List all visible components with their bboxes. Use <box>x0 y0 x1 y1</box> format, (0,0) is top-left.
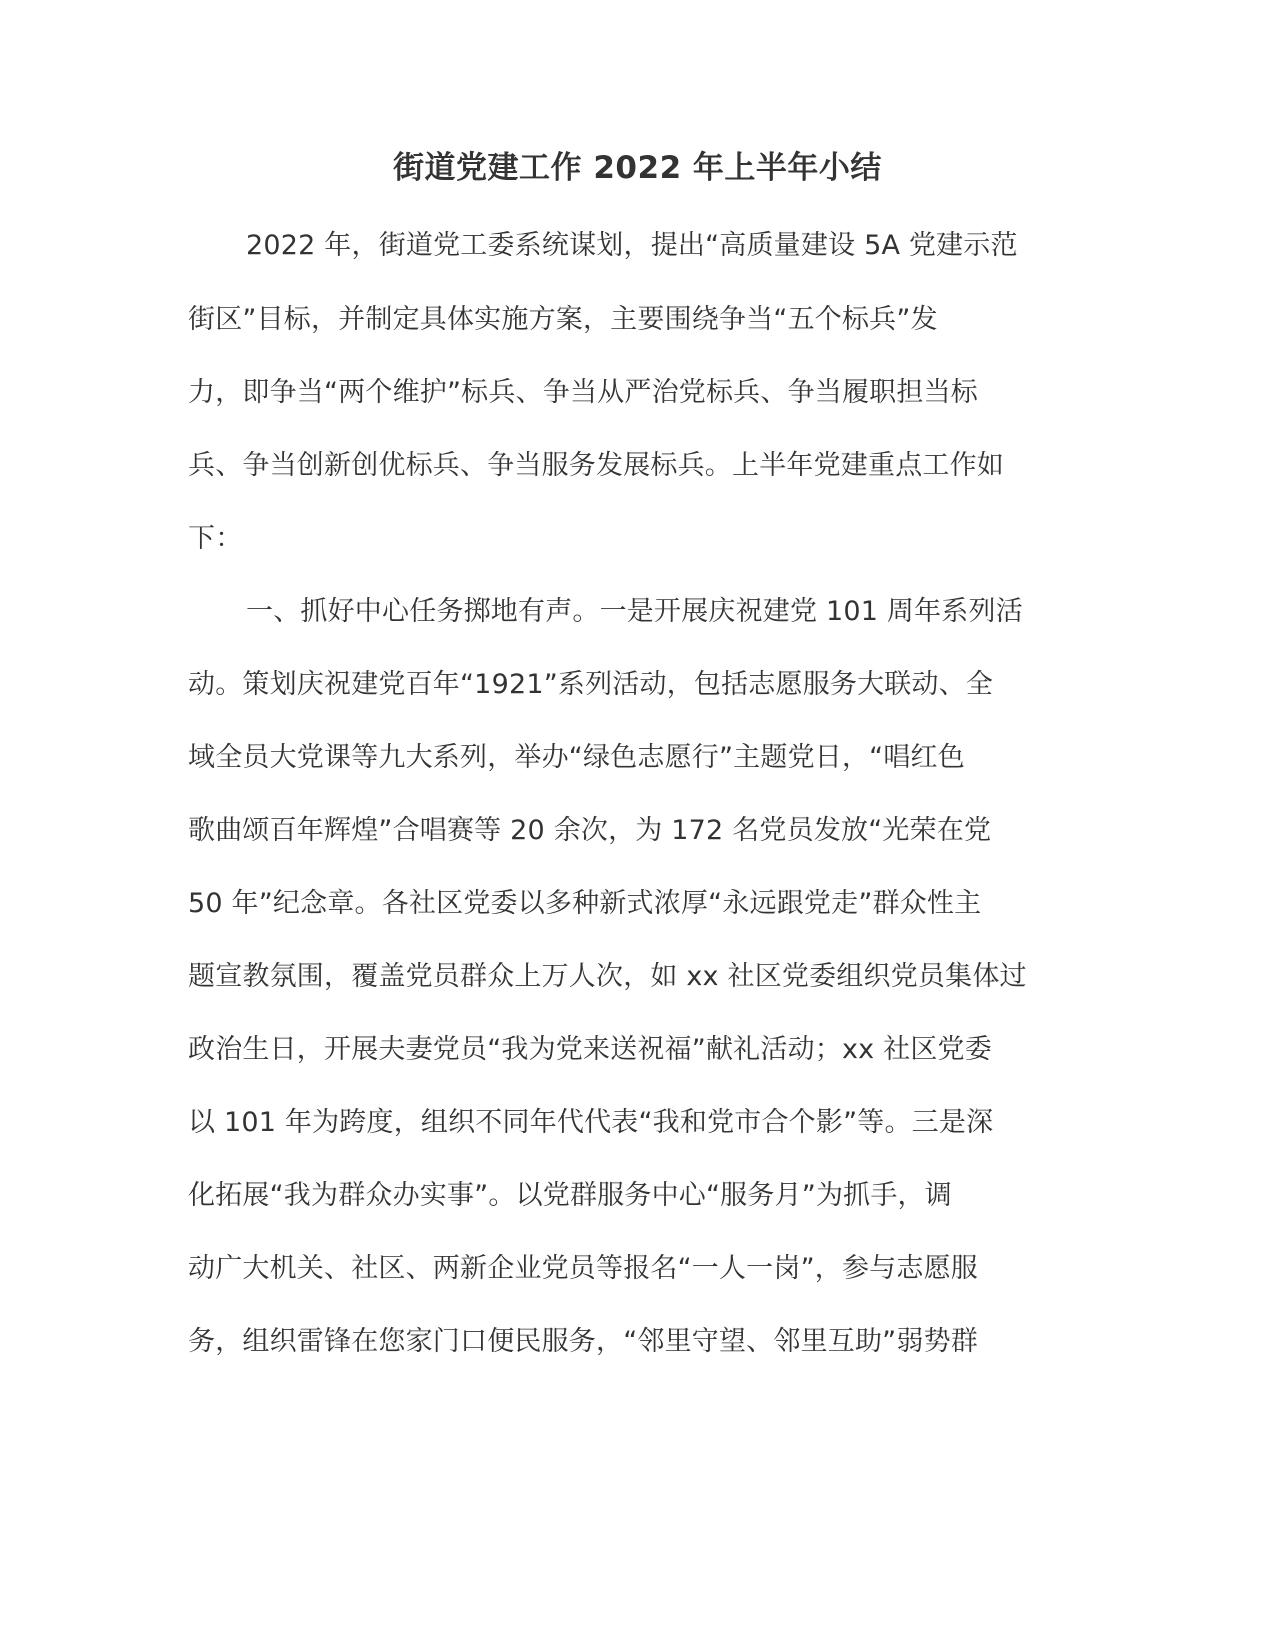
paragraph-2-line-10: 动广大机关、社区、两新企业党员等报名“一人一岗”，参与志愿服 <box>188 1253 978 1284</box>
paragraph-2-line-7: 政治生日，开展夫妻党员“我为党来送祝福”献礼活动；xx 社区党委 <box>188 1034 992 1065</box>
paragraph-2-line-5: 50 年”纪念章。各社区党委以多种新式浓厚“永远跟党走”群众性主 <box>188 888 982 919</box>
paragraph-1-line-5: 下： <box>188 523 243 554</box>
paragraph-1-line-2: 街区”目标，并制定具体实施方案，主要围绕争当“五个标兵”发 <box>188 304 938 335</box>
paragraph-2-line-1: 一、抓好中心任务掷地有声。一是开展庆祝建党 101 周年系列活 <box>246 596 1023 627</box>
paragraph-2-line-6: 题宣教氛围，覆盖党员群众上万人次，如 xx 社区党委组织党员集体过 <box>188 961 1027 992</box>
paragraph-1-line-4: 兵、争当创新创优标兵、争当服务发展标兵。上半年党建重点工作如 <box>188 450 1004 481</box>
paragraph-1-line-1: 2022 年，街道党工委系统谋划，提出“高质量建设 5A 党建示范 <box>246 230 1018 261</box>
paragraph-2-line-3: 域全员大党课等九大系列，举办“绿色志愿行”主题党日，“唱红色 <box>188 742 965 773</box>
paragraph-2-line-11: 务，组织雷锋在您家门口便民服务，“邻里守望、邻里互助”弱势群 <box>188 1326 978 1357</box>
paragraph-2-line-2: 动。策划庆祝建党百年“1921”系列活动，包括志愿服务大联动、全 <box>188 669 994 700</box>
paragraph-1-line-3: 力，即争当“两个维护”标兵、争当从严治党标兵、争当履职担当标 <box>188 377 978 408</box>
document-title: 街道党建工作 2022 年上半年小结 <box>393 150 882 186</box>
paragraph-2-line-8: 以 101 年为跨度，组织不同年代代表“我和党市合个影”等。三是深 <box>188 1107 994 1138</box>
paragraph-2-line-9: 化拓展“我为群众办实事”。以党群服务中心“服务月”为抓手，调 <box>188 1180 952 1211</box>
paragraph-2-line-4: 歌曲颂百年辉煌”合唱赛等 20 余次，为 172 名党员发放“光荣在党 <box>188 815 992 846</box>
